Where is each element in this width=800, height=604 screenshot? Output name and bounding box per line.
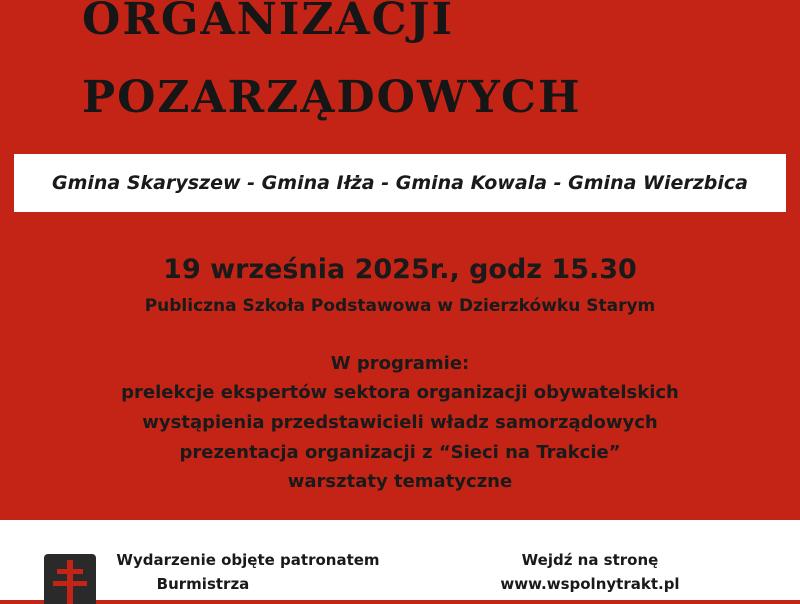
gminy-band [14, 154, 786, 212]
patronage-line-1: Wydarzenie objęte patronatem [116, 551, 380, 569]
program-item: warsztaty tematyczne [287, 471, 513, 492]
title-line-1: ORGANIZACJI [82, 0, 455, 45]
gminy-list: Gmina Skaryszew - Gmina Iłża - Gmina Kowala - Gmina Wierzbica [51, 172, 749, 194]
program-heading: W programie: [330, 353, 470, 374]
event-venue: Publiczna Szkoła Podstawowa w Dzierzkówku Starym [144, 296, 656, 316]
program-item: prelekcje ekspertów sektora organizacji obywatelskich [121, 382, 679, 403]
program-item: prezentacja organizacji z “Sieci na Trakcie” [179, 442, 621, 463]
website-link[interactable]: www.wspolnytrakt.pl [500, 575, 680, 593]
title-line-2: POZARZĄDOWYCH [82, 72, 582, 123]
coat-of-arms-icon [44, 554, 96, 604]
patronage-line-2: Burmistrza [156, 575, 250, 593]
program-item: wystąpienia przedstawicieli władz samorządowych [142, 412, 658, 433]
footer [0, 520, 800, 600]
website-label: Wejdź na stronę [521, 551, 659, 569]
event-date: 19 września 2025r., godz 15.30 [163, 254, 637, 285]
